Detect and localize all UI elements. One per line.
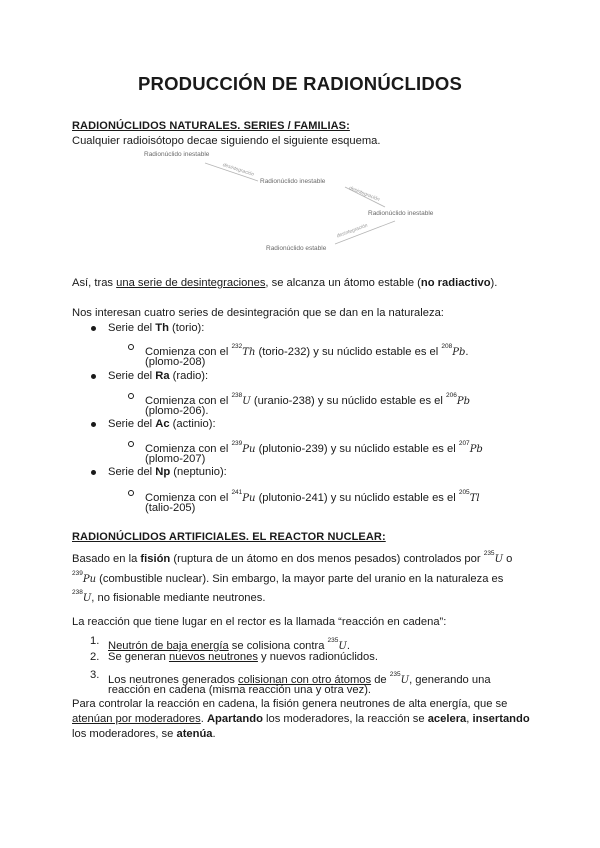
step-number: 2. <box>90 651 100 663</box>
four-series-intro: Nos interesan cuatro series de desintegración que se dan en la naturaleza: <box>72 307 444 319</box>
step-number: 3. <box>90 669 100 681</box>
series-ac-label: Serie del Ac (actinio): <box>108 418 216 430</box>
moderator-paragraph-line3: los moderadores, se atenúa. <box>72 728 216 740</box>
moderator-paragraph-line2: atenúan por moderadores. Apartando los moderadores, la reacción se acelera, insertando <box>72 713 530 725</box>
series-ra-stable: (plomo-206). <box>145 405 209 417</box>
chain-reaction-intro: La reacción que tiene lugar en el rector es la llamada “reacción en cadena”: <box>72 616 447 628</box>
bullet-circle <box>128 393 134 399</box>
step-number: 1. <box>90 635 100 647</box>
series-np-label: Serie del Np (neptunio): <box>108 466 227 478</box>
fission-paragraph-line1: Basado en la fisión (ruptura de un átomo en dos menos pesados) controlados por $^{235}$U o <box>72 550 513 565</box>
bullet-circle <box>128 441 134 447</box>
section-heading-natural: RADIONÚCLIDOS NATURALES. SERIES / FAMILIAS: <box>72 120 350 132</box>
intro-text: Cualquier radioisótopo decae siguiendo el siguiente esquema. <box>72 135 381 147</box>
series-paragraph: Así, tras una serie de desintegraciones, se alcanza un átomo estable (no radiactivo). <box>72 277 498 289</box>
series-ra-detail: Comienza con el $^{238}$U (uranio-238) y su núclido estable es el $^{206}$Pb <box>145 392 471 407</box>
fission-paragraph-line2: $^{239}$Pu (combustible nuclear). Sin embargo, la mayor parte del uranio en la naturaleza es <box>72 570 504 585</box>
bullet-circle <box>128 344 134 350</box>
page-title: PRODUCCIÓN DE RADIONÚCLIDOS <box>137 73 463 94</box>
series-th-detail: Comienza con el $^{232}$Th (torio-232) y su núclido estable es el $^{208}$Pb. <box>145 343 469 358</box>
step-3-continued: reacción en cadena (misma reacción una y otra vez). <box>108 684 372 696</box>
bullet-disc <box>91 326 96 331</box>
decay-scheme-diagram <box>140 147 460 262</box>
series-ra-label: Serie del Ra (radio): <box>108 370 209 382</box>
diagram-node-3: Radionúclido inestable <box>368 210 434 217</box>
step-3: Los neutrones generados colisionan con otro átomos de $^{235}$U, generando una <box>108 671 491 686</box>
series-np-detail: Comienza con el $^{241}$Pu (plutonio-241) y su núclido estable es el $^{205}$Tl <box>145 489 480 504</box>
series-th-label: Serie del Th (torio): <box>108 322 205 334</box>
diagram-node-1: Radionúclido inestable <box>144 151 210 158</box>
diagram-arrow-label-1: desintegración <box>221 162 255 178</box>
diagram-arrow-label-2: desintegración <box>348 185 381 203</box>
bullet-disc <box>91 374 96 379</box>
diagram-arrow-label-3: desintegración <box>335 222 369 240</box>
diagram-node-2: Radionúclido inestable <box>260 178 326 185</box>
fission-paragraph-line3: $^{238}$U, no fisionable mediante neutrones. <box>72 589 266 604</box>
step-2: Se generan nuevos neutrones y nuevos radionúclidos. <box>108 651 378 663</box>
series-np-stable: (talio-205) <box>145 502 196 514</box>
series-ac-stable: (plomo-207) <box>145 453 206 465</box>
step-1: Neutrón de baja energía se colisiona contra $^{235}$U. <box>108 637 350 652</box>
moderator-paragraph-line1: Para controlar la reacción en cadena, la fisión genera neutrones de alta energía, que se <box>72 698 508 710</box>
bullet-disc <box>91 422 96 427</box>
series-ac-detail: Comienza con el $^{239}$Pu (plutonio-239) y su núclido estable es el $^{207}$Pb <box>145 440 483 455</box>
diagram-node-4: Radionúclido estable <box>266 245 327 252</box>
series-th-stable: (plomo-208) <box>145 356 206 368</box>
section-heading-artificial: RADIONÚCLIDOS ARTIFICIALES. EL REACTOR NUCLEAR: <box>72 531 386 543</box>
bullet-circle <box>128 490 134 496</box>
bullet-disc <box>91 470 96 475</box>
